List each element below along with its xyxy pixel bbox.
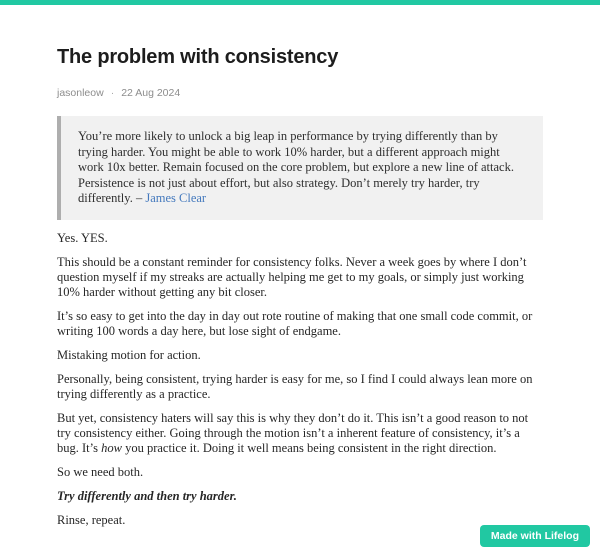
byline-separator: · — [110, 87, 115, 99]
byline — [57, 87, 543, 99]
author-name: jasonleow — [57, 87, 104, 99]
paragraph: Personally, being consistent, trying harder is easy for me, so I find I could always lean more on trying differently as a practice. — [57, 371, 533, 401]
paragraph: Mistaking motion for action. — [57, 347, 201, 362]
paragraph: This should be a constant reminder for consistency folks. Never a week goes by where I don’t question myself if my streaks are actually helping me get to my goals, or simply just working 10% harder without getting any bit closer. — [57, 254, 527, 299]
brand-accent-topbar — [0, 0, 600, 5]
paragraph — [57, 411, 543, 456]
paragraph-emphasis: how — [101, 440, 122, 455]
article-body — [57, 231, 543, 528]
paragraph: Rinse, repeat. — [57, 512, 126, 527]
page-title: The problem with consistency — [57, 46, 339, 68]
paragraph: It’s so easy to get into the day in day out rote routine of making that one small code commit, or writing 100 words a day here, but lose sight of endgame. — [57, 308, 533, 338]
paragraph: So we need both. — [57, 464, 144, 479]
paragraph-emphasized: Try differently and then try harder. — [57, 488, 237, 503]
article-container — [0, 45, 600, 528]
quote-text: You’re more likely to unlock a big leap in performance by trying differently than by trying harder. You might be able to work 10% harder, but a different approach might work 10x better. Remain focused on the core problem, but explore a new line of attack. Persistence is not just about effort, but also strategy. Don’t merely try harder, try differently. – — [78, 129, 514, 205]
paragraph-text: you practice it. Doing it well means being consistent in the right direction. — [121, 440, 497, 455]
made-with-lifelog-button[interactable]: Made with Lifelog — [480, 525, 590, 548]
publish-date: 22 Aug 2024 — [121, 87, 181, 99]
blockquote — [57, 116, 543, 220]
paragraph: Yes. YES. — [57, 230, 108, 245]
quote-attribution-link[interactable]: James Clear — [145, 191, 207, 205]
paragraph-text: But yet, consistency haters will say this is why they don’t do it. This isn’t a good reason to not try consistency either. Going through the motion isn’t a inherent feature of consistency, it’s a bug. It’s — [57, 410, 529, 455]
